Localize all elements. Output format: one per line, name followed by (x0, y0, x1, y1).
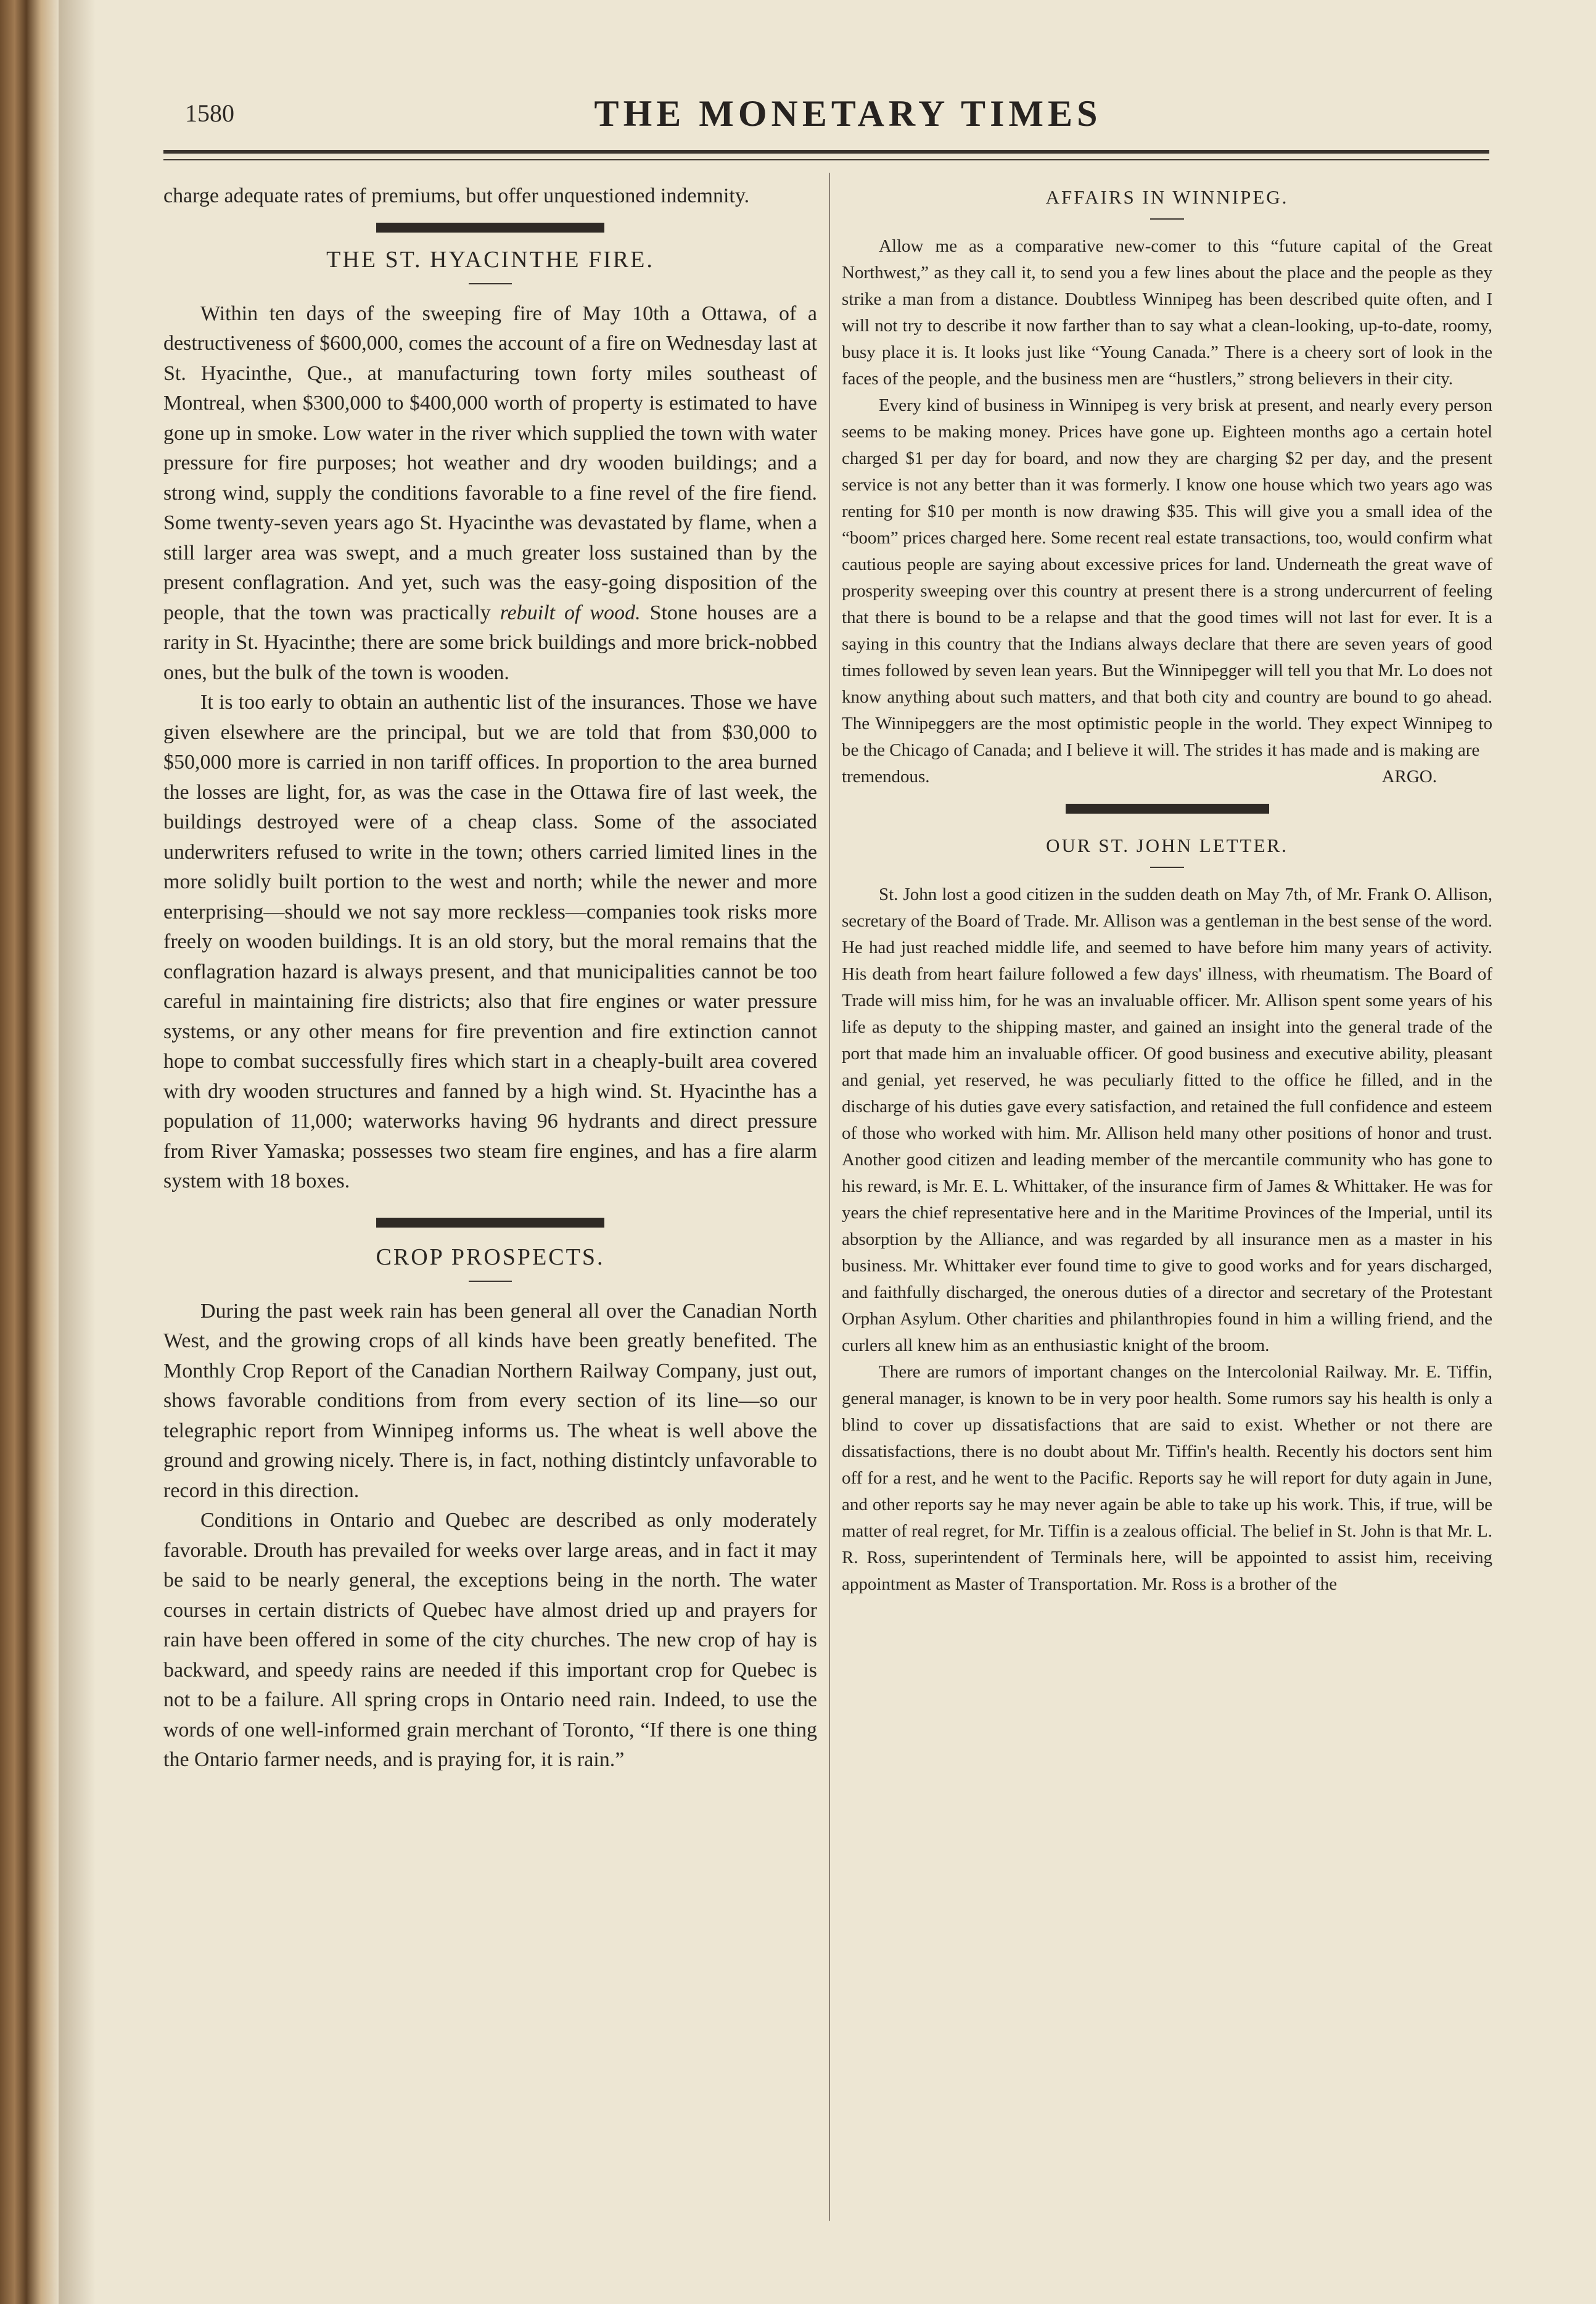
author-signature: ARGO. (1381, 767, 1437, 787)
right-column (842, 181, 1492, 1598)
page-number: 1580 (185, 99, 234, 127)
continued-paragraph: charge adequate rates of premiums, but offer unquestioned indemnity. (163, 184, 750, 207)
section-separator (376, 223, 604, 233)
hyacinthe-p1-tail: Stone houses are a rarity in St. Hyacinthe; there are some brick buildings and more brick-nobbed ones, but the bulk of the town is wooden. (163, 601, 817, 684)
stjohn-paragraph-1: St. John lost a good citizen in the sudden death on May 7th, of Mr. Frank O. Allison, secretary of the Board of Trade. Mr. Allison was a gentleman in the best sense of the word. He had just reached middle life, and seemed to have before him many years of activity. His death from heart failure followed a few days' illness, with rheumatism. The Board of Trade will miss him, for he was an invaluable officer. Mr. Allison spent some years of his life as deputy to the shipping master, and gained an insight into the general trade of the port that made him an invaluable officer. Of good business and executive ability, pleasant and genial, yet reserved, he was peculiarly fitted to the office he filled, and in the discharge of his duties gave every satisfaction, and retained the full confidence and esteem of those who worked with him. Mr. Allison held many other positions of honor and trust. Another good citizen and leading member of the mercantile community who has gone to his reward, is Mr. E. L. Whittaker, of the insurance firm of James & Whittaker. He was for years the chief representative here and in the Maritime Provinces of the Imperial, until its absorption by the Alliance, and was regarded by all insurance men as a master in his business. Mr. Whittaker ever found time to give to good works and for years discharged, and faithfully discharged, the onerous duties of a director and secretary of the Protestant Orphan Asylum. Other charities and philanthropies found in him a willing friend, and the curlers all knew him as an enthusiastic knight of the broom. (842, 885, 1492, 1355)
article-heading-hyacinthe: THE ST. HYACINTHE FIRE. (326, 246, 654, 273)
hyacinthe-p1-emphasis: rebuilt of wood. (500, 601, 641, 624)
article-heading-stjohn: OUR ST. JOHN LETTER. (1046, 835, 1288, 856)
heading-underline (1150, 867, 1184, 868)
article-heading-crop: CROP PROSPECTS. (376, 1244, 605, 1270)
book-binding (0, 0, 59, 2304)
crop-paragraph-2: Conditions in Ontario and Quebec are described as only moderately favorable. Drouth has prevailed for weeks over large areas, and in fact it may be said to be nearly general, the exceptions being in the north. The water courses in certain districts of Quebec have almost dried up and prayers for rain have been offered in some of the city churches. The new crop of hay is backward, and speedy rains are needed if this important crop for Quebec is not to be a failure. All spring crops in Ontario need rain. Indeed, to use the words of one well-informed grain merchant of Toronto, “If there is one thing the Ontario farmer needs, and is praying for, it is rain.” (163, 1509, 817, 1771)
winnipeg-paragraph-1: Allow me as a comparative new-comer to this “future capital of the Great Northwest,” as they call it, to send you a few lines about the place and the people as they strike a man from a distance. Doubtless Winnipeg has been described quite often, and I will not try to describe it now farther than to say what a clean-looking, up-to-date, roomy, busy place it is. It looks just like “Young Canada.” There is a cheery sort of look in the faces of the people, and the business men are “hustlers,” strong believers in their city. (842, 236, 1492, 389)
article-heading-winnipeg: AFFAIRS IN WINNIPEG. (1045, 186, 1289, 208)
masthead-rule-thin (163, 159, 1489, 160)
winnipeg-closing-line (842, 764, 1492, 790)
left-column (163, 181, 817, 1775)
stjohn-paragraph-2: There are rumors of important changes on the Intercolonial Railway. Mr. E. Tiffin, general manager, is known to be in very poor health. Some rumors say his health is only a blind to cover up dissatisfactions that are said to exist. Whether or not there are dissatisfactions, there is no doubt about Mr. Tiffin's health. Recently his doctors sent him off for a rest, and he went to the Pacific. Reports say he will report for duty again in June, and other reports say he may never again be able to take up his work. This, if true, will be matter of real regret, for Mr. Tiffin is a zealous official. The belief in St. John is that Mr. L. R. Ross, superintendent of Terminals here, will be appointed to assist him, receiving appointment as Master of Transportation. Mr. Ross is a brother of the (842, 1362, 1492, 1594)
heading-underline (469, 283, 512, 284)
section-separator (376, 1218, 604, 1228)
hyacinthe-paragraph-1 (163, 299, 817, 688)
heading-underline (469, 1281, 512, 1282)
masthead-title: THE MONETARY TIMES (594, 93, 1102, 134)
hyacinthe-p1-text: Within ten days of the sweeping fire of May 10th a Ottawa, of a destructiveness of $600,000, comes the account of a fire on Wednesday last at St. Hyacinthe, Que., at manufacturing town forty miles southeast of Montreal, when $300,000 to $400,000 worth of property is estimated to have gone up in smoke. Low water in the river which supplied the town with water pressure for fire purposes; hot weather and dry wooden buildings; and a strong wind, supply the conditions favorable to a fine revel of the fire fiend. Some twenty-seven years ago St. Hyacinthe was devastated by flame, when a still larger area was swept, and a much greater loss sustained than by the present conflagration. And yet, such was the easy-going disposition of the people, that the town was practically (163, 302, 817, 624)
heading-underline (1150, 218, 1184, 220)
masthead-rule-thick (163, 150, 1489, 154)
winnipeg-paragraph-2: Every kind of business in Winnipeg is very brisk at present, and nearly every person seems to be making money. Prices have gone up. Eighteen months ago a certain hotel charged $1 per day for board, and now they are charging $2 per day, and the present service is not any better than it was formerly. I know one house which two years ago was renting for $10 per month is now drawing $35. This will give you a small idea of the “boom” prices charged here. Some recent real estate transactions, too, would confirm what cautious people are saying about excessive prices for land. Underneath the great wave of prosperity sweeping over this country at present there is a strong undercurrent of feeling that there is bound to be a relapse and that the good times will not last for ever. It is a saying in this country that the Indians always declare that there are seven years of good times followed by seven lean years. But the Winnipegger will tell you that Mr. Lo does not know anything about such matters, and that both city and country are bound to go ahead. The Winnipeggers are the most optimistic people in the world. They expect Winnipeg to be the Chicago of Canada; and I believe it will. The strides it has made and is making are (842, 395, 1492, 760)
winnipeg-last-word: tremendous. (842, 767, 930, 787)
crop-paragraph-1: During the past week rain has been general all over the Canadian North West, and the growing crops of all kinds have been greatly benefited. The Monthly Crop Report of the Canadian Northern Railway Company, just out, shows favorable conditions from from every section of its line—so our telegraphic report from Winnipeg informs us. The wheat is well above the ground and growing nicely. There is, in fact, nothing distintcly unfavorable to record in this direction. (163, 1299, 817, 1502)
gutter-shadow (59, 0, 96, 2304)
hyacinthe-paragraph-2: It is too early to obtain an authentic list of the insurances. Those we have given elsewhere are the principal, but we are told that from $30,000 to $50,000 more is carried in non tariff offices. In proportion to the area burned the losses are light, for, as was the case in the Ottawa fire of last week, the buildings destroyed were of a cheap class. Some of the associated underwriters refused to write in the town; others carried limited lines in the more solidly built portion to the west and north; while the newer and more enterprising—should we not say more reckless—companies took risks more freely on wooden buildings. It is an old story, but the moral remains that the conflagration hazard is always present, and that municipalities cannot be too careful in maintaining fire districts; also that fire engines or water pressure systems, or any other means for fire prevention and fire extinction cannot hope to combat successfully fires which start in a cheaply-built area covered with dry wooden structures and fanned by a high wind. St. Hyacinthe has a population of 11,000; waterworks having 96 hydrants and direct pressure from River Yamaska; possesses two steam fire engines, and has a fire alarm system with 18 boxes. (163, 691, 817, 1192)
column-divider (829, 173, 830, 2221)
section-separator (1066, 804, 1269, 814)
